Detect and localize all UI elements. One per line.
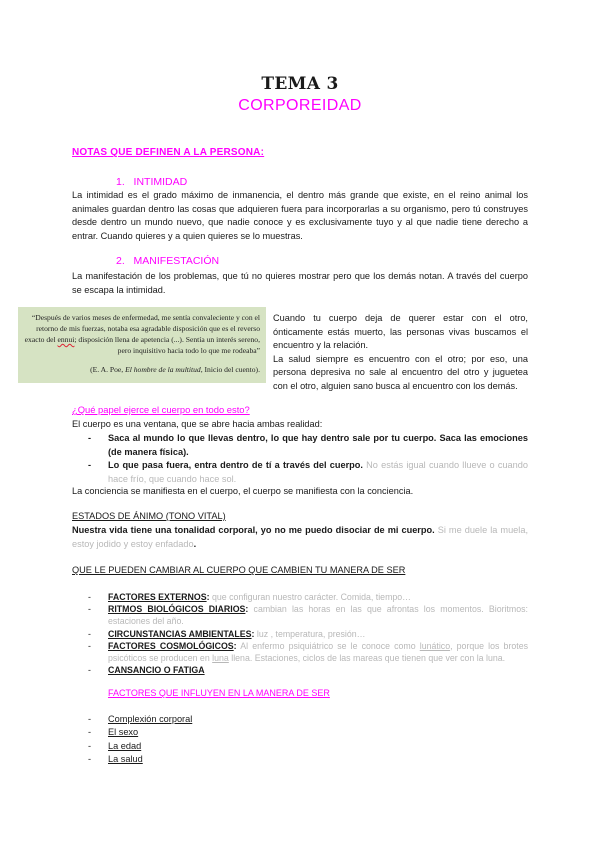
section-heading-cambiar: QUE LE PUEDEN CAMBIAR AL CUERPO QUE CAMBIEN TU MANERA DE SER	[72, 565, 406, 575]
section-heading-estados: ESTADOS DE ÁNIMO (TONO VITAL)	[72, 511, 226, 521]
subheading-manifestacion	[116, 255, 219, 267]
question-link[interactable]: ¿Qué papel ejerce el cuerpo en todo esto?	[72, 404, 250, 415]
list-item: - Lo que pasa fuera, entra dentro de tí a través del cuerpo. No estás igual cuando llueve o cuando hace frío, que cuando hace sol.	[72, 459, 528, 486]
paragraph-manifestacion: La manifestación de los problemas, que tú no quieres mostrar pero que los demás notan. A través del cuerpo se escapa la intimidad.	[72, 271, 528, 295]
list-item: - Complexión corporal	[72, 713, 372, 726]
section-heading-influyen: FACTORES QUE INFLUYEN EN LA MANERA DE SER	[108, 688, 330, 698]
paragraph-estados: Nuestra vida tiene una tonalidad corporal, yo no me puedo disociar de mi cuerpo. Si me duele la muela, estoy jodido y estoy enfadado.	[72, 525, 528, 549]
side-paragraph-1: Cuando tu cuerpo deja de querer estar con el otro, ónticamente estás muerto, las personas vivas buscamos el encuentro y la relación.	[273, 313, 528, 351]
list-item: - Saca al mundo lo que llevas dentro, lo que hay dentro sale por tu cuerpo. Saca las emociones (de manera física).	[72, 432, 528, 459]
list-item: - CIRCUNSTANCIAS AMBIENTALES: luz , temperatura, presión…	[72, 628, 528, 640]
subheading-title: INTIMIDAD	[133, 176, 188, 188]
subheading-title: MANIFESTACIÓN	[133, 255, 220, 267]
list-item: - FACTORES COSMOLÓGICOS: Al enfermo psiquiátrico se le conoce como lunático, porque los brotes psicóticos se producen en luna llena. Estaciones, ciclos de las mareas que tienen que ver con la luna.	[72, 640, 528, 664]
list-item: - El sexo	[72, 726, 372, 739]
side-paragraph	[273, 312, 528, 394]
page-title: TEMA 3	[261, 74, 339, 94]
papel-intro: El cuerpo es una ventana, que se abre hacia ambas realidad:	[72, 419, 323, 429]
section-heading-notas: NOTAS QUE DEFINEN A LA PERSONA:	[72, 147, 265, 158]
subheading-number: 2.	[116, 255, 125, 267]
cambiar-list	[72, 591, 528, 676]
quote-text: “Después de varios meses de enfermedad, me sentía convaleciente y con el retorno de mis fuerzas, notaba esa agradable disposición que es el reverso exacto del ennui; disposición llena de apetencia (...). Sentía un interés sereno, pero inquisitivo hacia todo lo que me rodeaba”	[24, 313, 260, 355]
page-subtitle: CORPOREIDAD	[238, 97, 362, 114]
subheading-number: 1.	[116, 176, 125, 188]
influyen-list	[72, 713, 372, 767]
list-item: - RITMOS BIOLÓGICOS DIARIOS: cambian las horas en las que afrontas los momentos. Bioritmos: estaciones del año.	[72, 603, 528, 627]
misspelled-word: ennui	[57, 335, 75, 344]
list-item: - La edad	[72, 740, 372, 753]
quote-image	[18, 307, 266, 383]
list-item: - CANSANCIO O FATIGA	[72, 664, 528, 676]
quote-citation: (E. A. Poe, El hombre de la multitud, Inicio del cuento).	[90, 365, 260, 374]
side-paragraph-2: La salud siempre es encuentro con el otro; por eso, una persona depresiva no sale al encuentro del otro y juguetea con el otro, alguien sano busca al encuentro con los demás.	[273, 353, 528, 391]
subheading-intimidad	[116, 176, 187, 188]
list-item: - FACTORES EXTERNOS: que configuran nuestro carácter. Comida, tiempo…	[72, 591, 528, 603]
paragraph-intimidad: La intimidad es el grado máximo de inmanencia, el dentro más grande que existe, en el reino animal los animales guardan dentro las cosas que adquieren fuera para incorporarlas a su organismo, pero tú construyes desde dentro un mundo nuevo, que nadie conoce y es exclusivamente tuyo y al que nadie tiene derecho a entrar. Cuando quieres y a quien quieres se lo muestras.	[72, 190, 528, 241]
papel-conclusion: La conciencia se manifiesta en el cuerpo, el cuerpo se manifiesta con la conciencia.	[72, 486, 414, 496]
list-item: - La salud	[72, 753, 372, 766]
papel-list	[72, 432, 528, 486]
